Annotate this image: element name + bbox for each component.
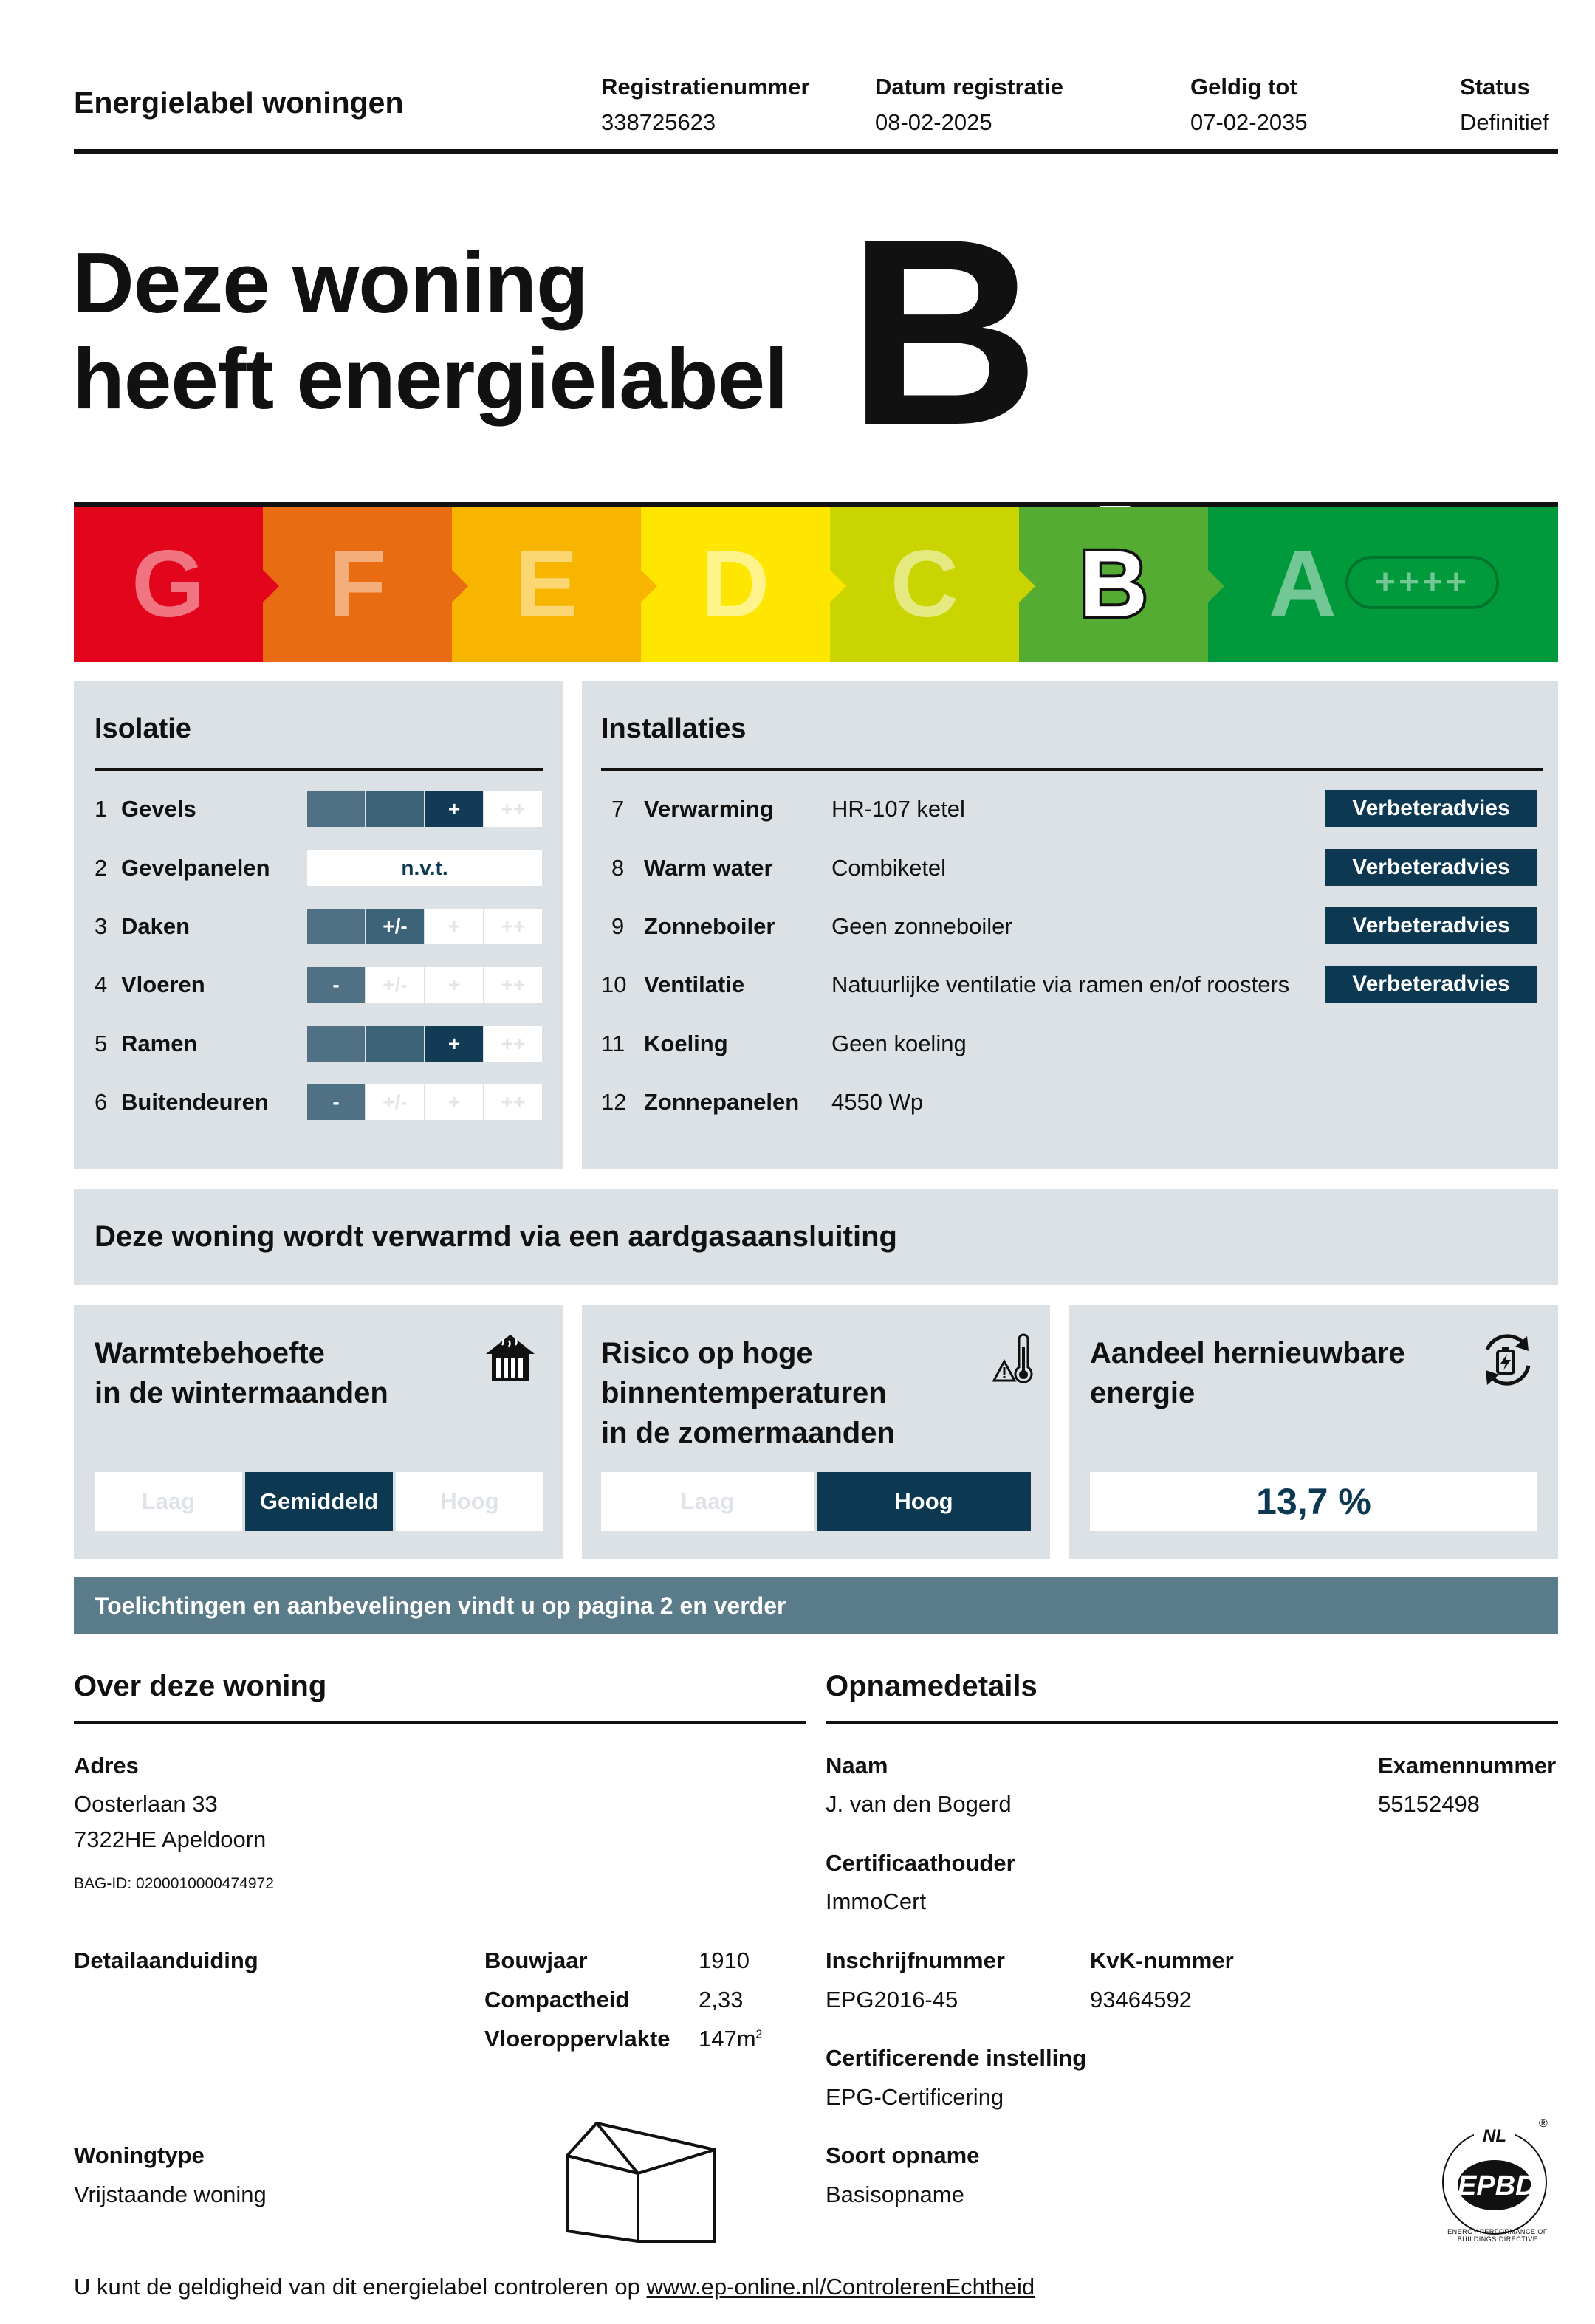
registratienummer-label: Registratienummer (601, 74, 810, 100)
vloeroppervlakte-unit-sup: 2 (755, 2028, 763, 2041)
aandeel-value: 13,7 % (1090, 1472, 1537, 1531)
zonneboiler-verbeteradvies-button[interactable]: Verbeteradvies (1325, 907, 1537, 944)
geldig-tot-value: 07-02-2035 (1190, 109, 1308, 135)
house-outline-icon (561, 2120, 716, 2246)
datum-registratie-label: Datum registratie (875, 74, 1063, 100)
rating-cell-active: +/- (366, 909, 424, 944)
risico-option-hoog-selected: Hoog (817, 1472, 1031, 1531)
aandeel-title-line: Aandeel hernieuwbare (1090, 1337, 1405, 1369)
row-number: 4 (95, 972, 108, 997)
rating-cell (366, 791, 424, 827)
examennummer-value: 55152498 (1378, 1791, 1480, 1817)
rating-cell: +/- (366, 1084, 424, 1120)
row-number: 7 (611, 796, 625, 822)
bouwjaar-label: Bouwjaar (484, 1947, 588, 1973)
hero-line-1: Deze woning (72, 235, 588, 331)
warmtebehoefte-title-line: Warmtebehoefte (95, 1337, 325, 1369)
rating-cell-active: - (307, 967, 365, 1003)
koeling-label: Koeling (644, 1031, 728, 1056)
document-title: Energielabel woningen (74, 86, 404, 120)
warm-water-value: Combiketel (831, 855, 947, 881)
warmte-option-laag: Laag (95, 1472, 242, 1531)
woningtype-value: Vrijstaande woning (74, 2182, 267, 2207)
gevelpanelen-label: Gevelpanelen (121, 855, 270, 881)
risico-title-line: Risico op hoge (601, 1337, 813, 1369)
rating-cell: ++ (484, 967, 542, 1003)
scale-letter-c: C (890, 532, 959, 637)
verwarming-label: Verwarming (644, 796, 774, 822)
gas-connection-text: Deze woning wordt verwarmd via een aardgasaansluiting (95, 1220, 897, 1253)
gevels-label: Gevels (121, 796, 196, 822)
hero-heading (72, 235, 787, 427)
scale-class-e (452, 507, 641, 662)
footer-text (74, 2274, 1035, 2300)
compactheid-value: 2,33 (699, 1987, 744, 2012)
rating-cell-active: - (307, 1084, 365, 1120)
zonnepanelen-label: Zonnepanelen (644, 1089, 800, 1115)
header-divider (74, 149, 1558, 154)
toelichting-banner-text: Toelichtingen en aanbevelingen vindt u op pagina 2 en verder (95, 1592, 786, 1619)
installaties-title: Installaties (601, 713, 747, 744)
row-number: 5 (95, 1031, 108, 1056)
examennummer-label: Examennummer (1378, 1753, 1557, 1778)
aandeel-panel (1069, 1305, 1558, 1559)
bouwjaar-value: 1910 (699, 1947, 750, 1973)
radiator-house-icon (484, 1333, 536, 1382)
zonnepanelen-value: 4550 Wp (831, 1089, 924, 1115)
thermometer-warning-icon (992, 1333, 1037, 1392)
vloeroppervlakte-value (699, 2026, 762, 2052)
rating-cell: ++ (484, 791, 542, 827)
rating-cell: +/- (366, 967, 424, 1003)
rating-cell: + (425, 909, 483, 944)
rating-cell-active: + (425, 1026, 483, 1062)
woning-section-rule (74, 1721, 806, 1724)
gevelpanelen-na: n.v.t. (307, 850, 542, 886)
warmtebehoefte-title-line: in de wintermaanden (95, 1377, 388, 1409)
rating-cell: + (425, 967, 483, 1003)
scale-class-c (830, 507, 1019, 662)
warmtebehoefte-panel (74, 1305, 563, 1559)
warmtebehoefte-title (95, 1333, 388, 1413)
warm-water-verbeteradvies-button[interactable]: Verbeteradvies (1325, 849, 1537, 886)
risico-option-laag: Laag (601, 1472, 814, 1531)
epbd-logo-nl: NL (1483, 2126, 1506, 2146)
controleren-echtheid-link[interactable]: www.ep-online.nl/ControlerenEchtheid (646, 2274, 1035, 2300)
adres-line-1: Oosterlaan 33 (74, 1791, 218, 1817)
scale-class-g (74, 507, 263, 662)
certificerende-instelling-value: EPG-Certificering (826, 2084, 1004, 2110)
row-number: 11 (601, 1031, 625, 1056)
vloeroppervlakte-label: Vloeroppervlakte (484, 2026, 670, 2052)
risico-title-line: in de zomermaanden (601, 1417, 895, 1449)
certificaathouder-label: Certificaathouder (826, 1850, 1015, 1876)
ventilatie-value: Natuurlijke ventilatie via ramen en/of roosters (831, 972, 1290, 997)
woning-section-title: Over deze woning (74, 1670, 327, 1702)
rating-cell-active: + (425, 791, 483, 827)
ventilatie-verbeteradvies-button[interactable]: Verbeteradvies (1325, 966, 1537, 1003)
row-number: 8 (611, 855, 625, 881)
rating-cell (307, 909, 365, 944)
epbd-logo-registered: ® (1539, 2117, 1548, 2130)
epbd-logo (1433, 2117, 1558, 2243)
rating-cell (307, 791, 365, 827)
scale-letter-d: D (701, 532, 770, 637)
certificerende-instelling-label: Certificerende instelling (826, 2045, 1087, 2071)
compactheid-label: Compactheid (484, 1987, 630, 2012)
status-label: Status (1460, 74, 1530, 100)
vloeroppervlakte-number: 147m (699, 2026, 756, 2052)
zonneboiler-label: Zonneboiler (644, 913, 775, 939)
rating-cell: + (425, 1084, 483, 1120)
naam-label: Naam (826, 1753, 888, 1778)
koeling-value: Geen koeling (831, 1031, 967, 1056)
scale-class-f (263, 507, 452, 662)
row-number: 9 (611, 913, 625, 939)
datum-registratie-value: 08-02-2025 (875, 109, 992, 135)
woningtype-label: Woningtype (74, 2142, 205, 2168)
bag-id: BAG-ID: 0200010000474972 (74, 1875, 274, 1892)
row-number: 12 (601, 1089, 627, 1115)
rating-cell: ++ (484, 1026, 542, 1062)
row-number: 6 (95, 1089, 108, 1115)
rating-cell (366, 1026, 424, 1062)
row-number: 1 (95, 796, 108, 822)
geldig-tot-label: Geldig tot (1190, 74, 1297, 100)
verwarming-value: HR-107 ketel (831, 796, 965, 822)
warmte-option-hoog: Hoog (396, 1472, 543, 1531)
scale-letter-b-active: B (1079, 532, 1148, 637)
epbd-logo-ring-text: ENERGY PERFORMANCE OF BUILDINGS DIRECTIVE (1447, 2228, 1548, 2243)
row-number: 3 (95, 913, 108, 939)
soort-opname-value: Basisopname (826, 2182, 964, 2207)
toelichting-banner (74, 1577, 1558, 1634)
a-plus-badge: ++++ (1345, 556, 1499, 609)
gas-connection-panel (74, 1189, 1558, 1285)
installaties-panel (582, 681, 1558, 1169)
footer-text-prefix: U kunt de geldigheid van dit energielabel controleren op (74, 2274, 647, 2300)
installaties-rule (601, 768, 1543, 771)
warmte-option-gemiddeld-selected: Gemiddeld (245, 1472, 393, 1531)
scale-top-rule (74, 502, 1558, 507)
status-value: Definitief (1460, 109, 1549, 135)
risico-panel (582, 1305, 1050, 1559)
risico-title-line: binnentemperaturen (601, 1377, 887, 1409)
vloeren-label: Vloeren (121, 972, 205, 997)
opname-section-rule (826, 1721, 1558, 1724)
scale-class-d (641, 507, 830, 662)
scale-class-a (1208, 507, 1558, 662)
inschrijfnummer-label: Inschrijfnummer (826, 1947, 1005, 1973)
ventilatie-label: Ventilatie (644, 972, 745, 997)
energy-scale (74, 507, 1558, 662)
scale-letter-e: E (515, 532, 578, 637)
ramen-label: Ramen (121, 1031, 198, 1056)
energy-label-letter: B (848, 184, 1035, 481)
scale-letter-a: A (1268, 532, 1337, 637)
isolatie-title: Isolatie (95, 713, 191, 744)
rating-cell: ++ (484, 909, 542, 944)
rating-cell: ++ (484, 1084, 542, 1120)
inschrijfnummer-value: EPG2016-45 (826, 1987, 958, 2012)
scale-letter-g: G (131, 532, 205, 637)
scale-class-b (1019, 507, 1208, 662)
isolatie-rule (95, 768, 543, 771)
registratienummer-value: 338725623 (601, 109, 716, 135)
detailaanduiding-label: Detailaanduiding (74, 1947, 258, 1973)
hero-line-2: heeft energielabel (72, 331, 788, 427)
daken-label: Daken (121, 913, 191, 939)
renewable-energy-icon (1474, 1327, 1539, 1392)
row-number: 10 (601, 972, 627, 997)
naam-value: J. van den Bogerd (826, 1791, 1012, 1817)
soort-opname-label: Soort opname (826, 2142, 980, 2168)
opname-section-title: Opnamedetails (826, 1670, 1037, 1702)
isolatie-panel (74, 681, 563, 1169)
kvk-nummer-label: KvK-nummer (1090, 1947, 1234, 1973)
epbd-logo-text: EPBD (1458, 2170, 1536, 2201)
row-number: 2 (95, 855, 108, 881)
adres-label: Adres (74, 1753, 139, 1778)
risico-title (601, 1333, 895, 1453)
certificaathouder-value: ImmoCert (826, 1888, 927, 1914)
aandeel-title (1090, 1333, 1405, 1413)
buitendeuren-label: Buitendeuren (121, 1089, 269, 1115)
scale-letter-f: F (328, 532, 387, 637)
kvk-nummer-value: 93464592 (1090, 1987, 1192, 2012)
aandeel-title-line: energie (1090, 1377, 1196, 1409)
warm-water-label: Warm water (644, 855, 773, 881)
zonneboiler-value: Geen zonneboiler (831, 913, 1012, 939)
adres-line-2: 7322HE Apeldoorn (74, 1826, 267, 1852)
verwarming-verbeteradvies-button[interactable]: Verbeteradvies (1325, 790, 1537, 827)
rating-cell (307, 1026, 365, 1062)
